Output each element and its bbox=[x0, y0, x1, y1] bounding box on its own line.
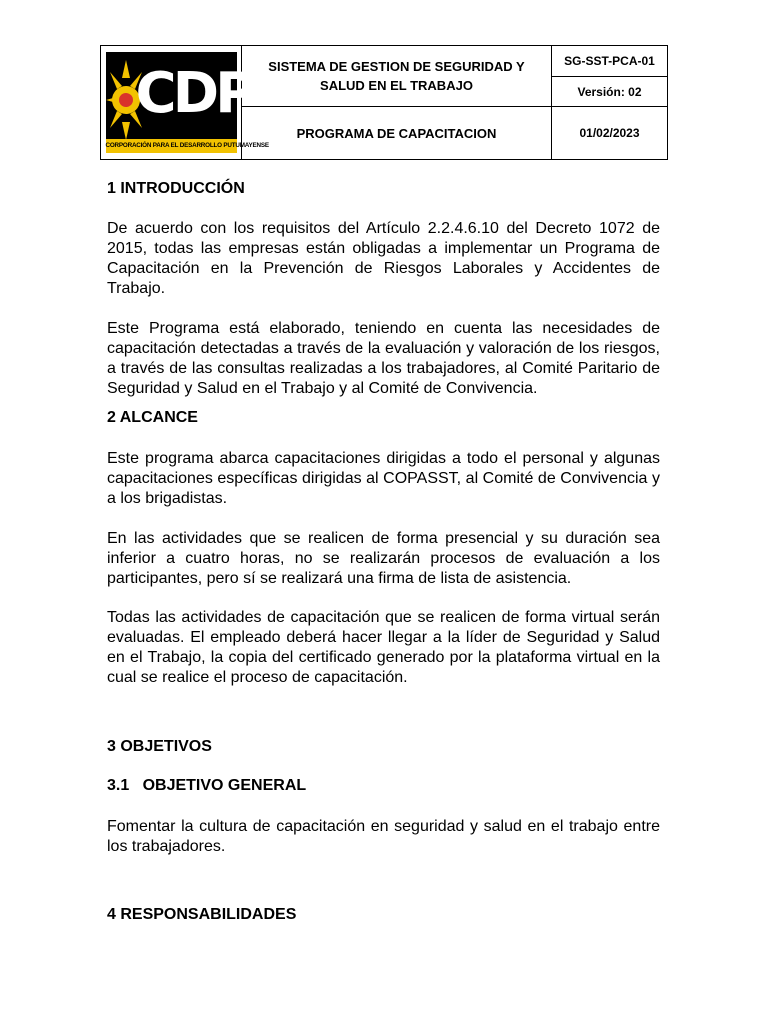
intro-paragraph-2: Este Programa está elaborado, teniendo en cuenta las necesidades de capacitación detectadas a través de la evaluación y valoración de los riesgos, a través de las consultas realizadas a los trabajadores, al Comité Paritario de Seguridad y Salud en el Trabajo y al Comité de Convivencia. bbox=[107, 320, 660, 397]
document-code: SG-SST-PCA-01 bbox=[552, 46, 667, 77]
document-version: Versión: 02 bbox=[552, 77, 667, 107]
document-date: 01/02/2023 bbox=[579, 126, 640, 140]
scope-paragraph-2: En las actividades que se realicen de forma presencial y su duración sea inferior a cuatro horas, no se realizarán procesos de evaluación a los participantes, pero sí se realizará una firma de lista de asistencia. bbox=[107, 530, 660, 587]
scope-paragraph-3: Todas las actividades de capacitación que se realicen de forma virtual serán evaluadas. El empleado deberá hacer llegar a la líder de Seguridad y Salud en el Trabajo, la copia del certificado generado por la plataforma virtual en la cual se realice el proceso de capacitación. bbox=[107, 609, 660, 686]
program-title: PROGRAMA DE CAPACITACION bbox=[242, 107, 552, 159]
company-logo bbox=[105, 52, 269, 153]
intro-paragraph-1: De acuerdo con los requisitos del Artículo 2.2.4.6.10 del Decreto 1072 de 2015, todas las empresas están obligadas a implementar un Programa de Capacitación en la Prevención de Riesgos Laborales y Accidentes de Trabajo. bbox=[107, 220, 660, 297]
intro-heading: 1 INTRODUCCIÓN bbox=[107, 180, 245, 197]
general-objective-paragraph: Fomentar la cultura de capacitación en seguridad y salud en el trabajo entre los trabajadores. bbox=[107, 818, 660, 855]
scope-paragraph-1: Este programa abarca capacitaciones dirigidas a todo el personal y algunas capacitaciones específicas dirigidas al COPASST, al Comité de Convivencia y a los brigadistas. bbox=[107, 450, 660, 507]
logo-text: CDP bbox=[135, 61, 253, 126]
logo-subtitle: CORPORACIÓN PARA EL DESARROLLO PUTUMAYENSE bbox=[106, 139, 237, 153]
document-header-table bbox=[100, 45, 668, 160]
logo-cell bbox=[101, 46, 269, 159]
objectives-heading: 3 OBJETIVOS bbox=[107, 738, 212, 755]
general-objective-heading: 3.1 OBJETIVO GENERAL bbox=[107, 777, 307, 794]
system-title: SISTEMA DE GESTION DE SEGURIDAD Y SALUD EN EL TRABAJO bbox=[242, 46, 552, 107]
responsibilities-heading: 4 RESPONSABILIDADES bbox=[107, 906, 297, 923]
scope-heading: 2 ALCANCE bbox=[107, 409, 198, 426]
